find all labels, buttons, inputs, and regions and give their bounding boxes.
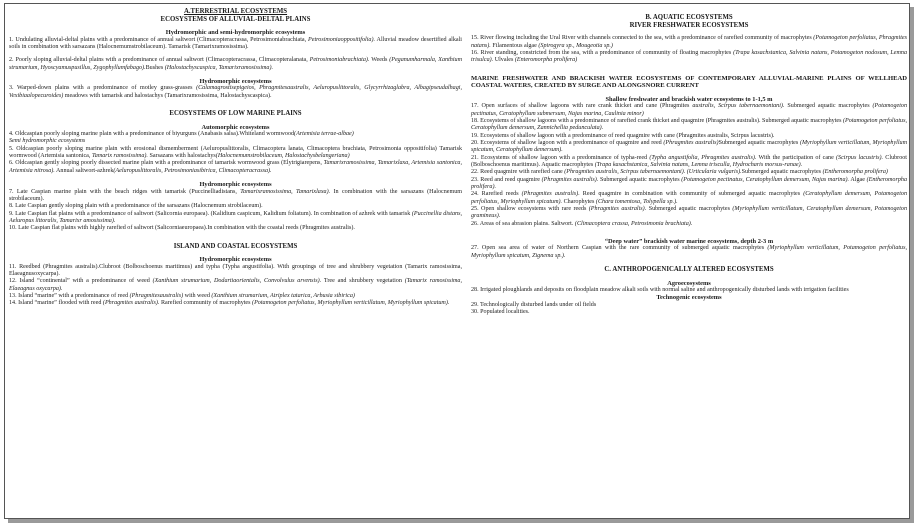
legend-item-3: 3. Warped-down plains with a predominance of motley grass-grasses (Calamagrostisepigeios, Phragmitesaustralis, Aeluropuslittoralis, Glycyrrhizaglabra, Albagipseudalhagi, Vexibiaalopecuroides) meadows with tamarisk and halostachys (Tamarixramosissima, Halostachyscaspica). <box>9 85 462 99</box>
legend-item-13: 13. Island “marine” with a predominance of reed (Phragmitesaustralis) with weed (Xanthium strumarium, Atriplex tatarica, Arbusia sibirica) <box>9 292 355 299</box>
legend-item-14: 14. Island “marine” flooded with reed (Phragmites australis). Rarefied community of macrophytes (Potamogeton perfoliatus, Myriophyllum verticillatum, Myriophyllum spicatum). <box>9 300 450 307</box>
subheading-shallow: Shallow freshwater and brackish water ecosystems to 1-1,5 m <box>605 95 773 103</box>
subheading-automorphic: Automorphic ecosystems <box>201 123 270 131</box>
subheading-technogenic: Technogenic ecosystems <box>656 294 722 302</box>
legend-item-18: 18. Ecosystems of shallow lagoons with a predominance of rarefied crank thicket and quagmire (Phragmites australis). Submerged aquatic macrophytes (Potamogeton perfoliatus, Ceratophyllum demersum, Zannichellia pedunculata). <box>471 117 907 132</box>
left-column <box>9 8 462 308</box>
legend-item-30: 30. Populated localities. <box>471 309 530 316</box>
legend-item-20: 20. Ecosystems of shallow lagoon with a predominance of quagmire and reed (Phragmites australis)Submerged aquatic macrophytes (Myriophyllum verticillatum, Myriophyllum spicatum, Ceratophyllum demersum). <box>471 139 908 154</box>
legend-item-29: 29. Technologically disturbed lands under oil fields <box>471 301 597 308</box>
legend-item-25: 25. Open shallow ecosystems with rare reeds (Phragmites australis). Submerged aquatic macrophytes (Myriophyllum verticillatum, Ceratophyllum demersum, Potamogeton gramineus). <box>471 205 907 220</box>
legend-item-2: 2. Poorly sloping alluvial-deltal plains with a predominance of annual saltwort (Climacopteracrassa, Climacopteralanata, Petrosimoniabrachiata). Weeds (Peganumharmala, Xanthium strumarium, Hyoscyamuspusillus, Zygophyllumfabago).Bushes (Halostachyscaspica, Tamarixramosissima). <box>9 57 462 71</box>
legend-item-7: 7. Late Caspian marine plain with the beach ridges with tamarisk (Puccinelliadistans, Tamarixramosissima, Tamarixlaxa). In combination with the sarsazans (Halocnemum strobilaceum). <box>9 188 463 202</box>
section-c-title: C. ANTHROPOGENICALLY ALTERED ECOSYSTEMS <box>604 266 774 274</box>
legend-item-1: 1. Undulating alluvial-deltal plains with a predominance of annual saltwort (Climacopteracrassa, Petrosimoniabrachiata, Petrosimoniaoppositifolia). Alluvial meadow desertified alkali soils in combination with sarsazans (Halocnemumstrobilaceum). Tamarisk (Tamarixramosissima). <box>9 36 462 50</box>
section-b-title: B. AQUATIC ECOSYSTEMS <box>645 14 733 21</box>
subheading-deep-water: “Deep water” brackish water marine ecosystems, depth 2-3 m <box>604 238 774 245</box>
river-freshwater-title: RIVER FRESHWATER ECOSYSTEMS <box>629 21 749 29</box>
legend-item-8: 8. Late Caspian gently sloping plain with a predominance of the sarsazans (Halocnemum strobilaceum). <box>9 203 263 210</box>
legend-item-26: 26. Areas of sea abrasion plains. Saltwort. (Climacoptera crassa, Petrosimonia brachiata). <box>471 220 693 227</box>
legend-item-28: 28. Irrigated ploughlands and deposits on floodplain meadow alkali soils with normal saline and anthropogenically disturbed lands with irrigation facilities <box>471 287 849 294</box>
legend-item-10: 10. Late Caspian flat plains with highly rarefied of saltwort (Salicorniaeuropaea).In combination with the coastal reeds (Phragmites australis). <box>9 225 355 232</box>
legend-item-16: 16. River standing, constricted from the sea, with a predominance of community of floating macrophytes (Trapa kasachstanica, Salvinia natans, Potamogeton nodosum, Lemna trisulca). Ulvales (Enteromorpha prolifera) <box>471 49 907 64</box>
subheading-hydromorphic: Hydromorphic ecosystems <box>199 77 272 85</box>
low-marine-plains-title: ECOSYSTEMS OF LOW MARINE PLAINS <box>169 110 302 118</box>
legend-item-9: 9. Late Caspian flat plains with a predominance of saltwort (Salicornia europaea). (Kalidium caspicum, Kalidium foliatum). In combination of azhrek with tamarisk (Puccinellia distans, Aeluropus littoralis, Tamarixr amosissima). <box>9 210 462 224</box>
subheading-agroecosystems: Agroecosystems <box>667 279 711 287</box>
legend-item-11: 11. Reedbed (Phragmites australis).Clubroot (Bolboschoenus maritimus) and typha (Typha angustifolia). With groupings of tree and shrubbery vegetation (Tamarix ramosissima, Elaeagnusoxycarpa). <box>9 263 462 277</box>
legend-item-15: 15. River flowing including the Ural River with channels connected to the sea, with a predominance of rarefied community of macrophytes (Potamogeton perfoliatus, Phragmites natans). Filamentous algae (Spirogyra sp., Mougeotia sp.) <box>471 35 907 49</box>
legend-frame <box>4 3 910 519</box>
legend-item-19: 19. Ecosystems of shallow lagoon with a predominance of reed quagmire with cane (Phragmites australis, Scirpus lacustris). <box>471 132 775 139</box>
subheading-semi-hydromorphic: Hydromorphic and semi-hydromorphic ecosystems <box>165 29 306 37</box>
island-coastal-title: ISLAND AND COASTAL ECOSYSTEMS <box>173 242 298 250</box>
subheading-hydromorphic-2: Hydromorphic ecosystems <box>199 181 272 189</box>
legend-item-27: 27. Open sea area of water of Northern Caspian with the rare community of submerged aquatic macrophytes (Myriophyllum verticillatum, Potamogeton perfoliatus, Myriophyllum spicatum, Zignema sp.). <box>471 245 908 259</box>
legend-item-4: 4. Oldcaspian poorly sloping marine plain with a predominance of biyurguns (Anabasis salsa).Whiteland wormwood(Artemisia terrae-albae) Semi hydromorphic ecosystems <box>9 131 354 145</box>
legend-item-24: 24. Rarefied reeds (Phragmites australis). Reed quagmire in combination with community of submerged aquatic macrophytes (Ceratophyllum demersum, Potamogeton perfoliatus, Myriophyllum spicatum). Charophytes (Chara tomentosa, Tolypella sp.). <box>471 191 907 205</box>
legend-item-5: 5. Oldcaspian poorly sloping marine plain with erosional dismemberment (Aeluropuslittoralis, Climacoptera lanata, Climacoptera brachiata, Petrosimonia oppositifolia) Tamarisk wormwood (Artemisia santonica, Tamarix ramosissima). Sarsazans with halostachys(Halocnemumstrobilaceum, Halostachysbelangeriana) <box>9 145 462 160</box>
legend-item-12: 12. Island “continental” with a predominance of weed (Xanthium strumarium, Dodartiaorientalis, Convolvulus arvensis). Tree and shrubbery vegetation (Tamarix ramosissima, Elaeagnus oxycarpa). <box>9 278 462 292</box>
legend-item-17: 17. Open surfaces of shallow lagoons with rare crank thicket and cane (Phragmites australis, Scirpus tabernaemontani). Submerged aquatic macrophytes (Potamogeton pectinatus, Ceratophyllum submersum, Najas marina, Caulinia minor) <box>471 103 908 117</box>
section-a-title: A.TERRESTRIAL ECOSYSTEMS <box>183 8 288 15</box>
marine-freshwater-title: MARINE FRESHWATER AND BRACKISH WATER ECOSYSTEMS OF CONTEMPORARY ALLUVIAL-MARINE PLAINS OF WELLHEAD COASTAL WATERS, CREATED BY SURGE AND ALONGSNORE CURRENT <box>471 74 907 90</box>
legend-item-21: 21. Ecosystems of shallow lagoon with a predominance of typha-reed (Typha angustifolia, Phragmites australis). With the participation of cane (Scirpus lacustris). Clubroot (Bolboschoenus maritimus). Aquatic macrophytes (Trapa kasachstanica, Salvinia natans, Lemna trisculla, Hydrocharis morsus-ranae). <box>471 154 907 168</box>
legend-item-22: 22. Reed quagmire with rarefied cane (Phragmites australis, Scirpus tabernaemontani). (Urticularia vulgaris).Submerged aquatic macrophytes (Entheromorpha prolifera) <box>471 169 888 176</box>
right-column <box>471 8 907 317</box>
subheading-hydromorphic-3: Hydromorphic ecosystems <box>199 256 272 264</box>
alluvial-deltal-title: ECOSYSTEMS OF ALLUVIAL-DELTAL PLAINS <box>160 15 311 23</box>
legend-item-23: 23. Reed and reed quagmire (Phragmites australis). Submerged aquatic macrophytes (Potamogeton pectinatus, Ceratophyllum demersum, Najas marina). Algae (Entheromorpha prolifera). <box>471 176 907 190</box>
legend-item-6: 6. Oldcaspian gently sloping poorly dissected marine plain with a predominance of tamarisk wormwood grass (Elytrigiarepens, Tamarixramosissima, Tamarixlaxa, Artemisia santonica, Artemisia nitrosa). Annual saltwort-azhrek(Aeluropuslittoralis, Petrosimoniasibirica, Climacopteracrassa). <box>9 160 463 174</box>
